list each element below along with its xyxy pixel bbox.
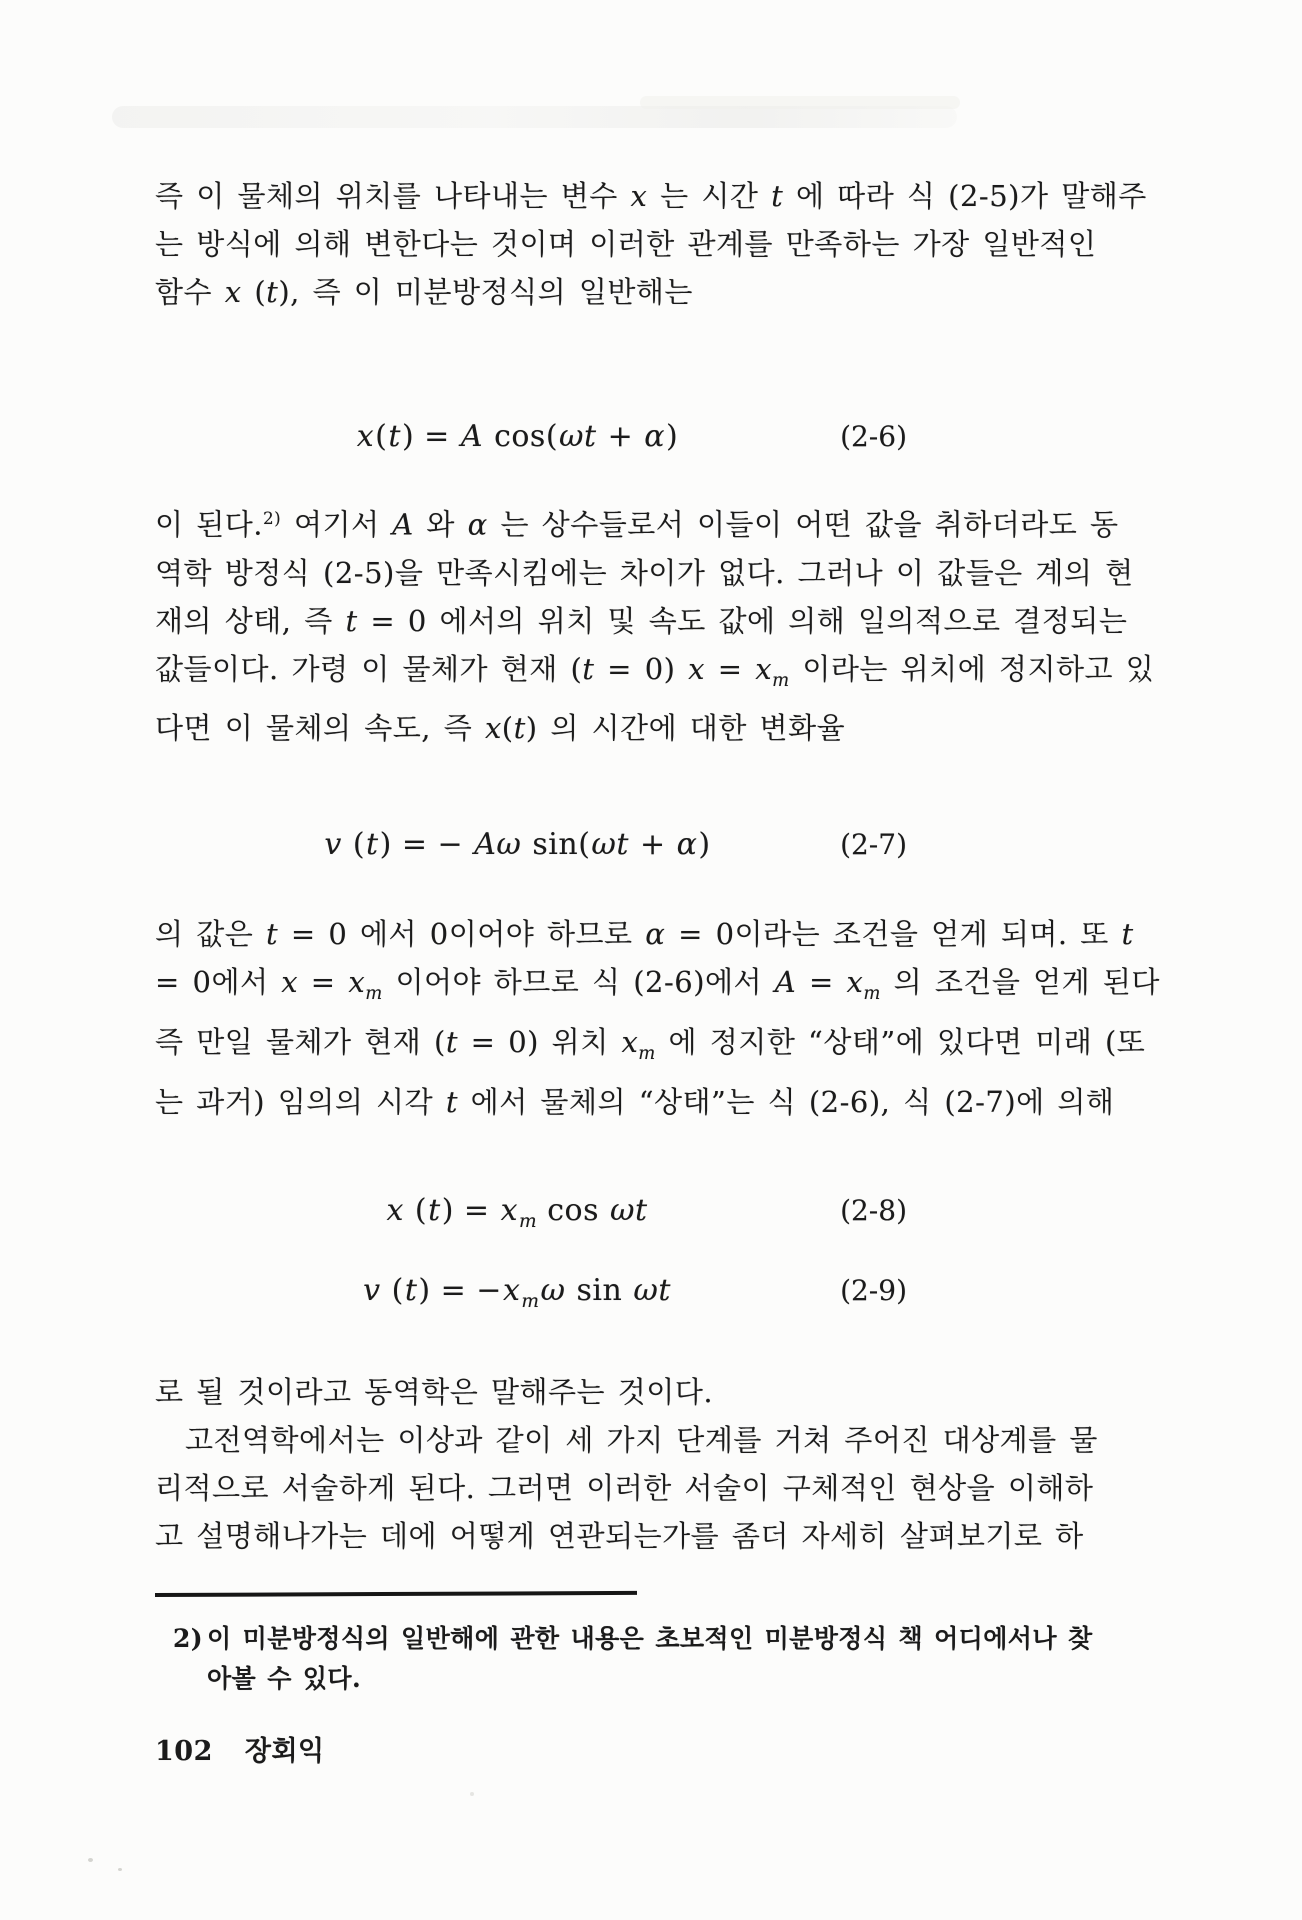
page-footer [155,1729,935,1768]
scan-speck [470,1792,474,1796]
footnote-marker: 2) [173,1624,204,1654]
paragraph-1 [155,172,1147,316]
scan-speck [118,1868,122,1871]
text-line: 재의 상태, 즉 t = 0 에서의 위치 및 속도 값에 의해 일의적으로 결정되는 [155,603,1128,638]
footnote-line: 아볼 수 있다. [207,1664,362,1694]
text-line: 즉 이 물체의 위치를 나타내는 변수 x 는 시간 t 에 따라 식 (2-5)가 말해주 [155,179,1147,213]
scan-speck [88,1858,93,1862]
page-body [155,172,1160,1768]
text-line: 는 과거) 임의의 시각 t 에서 물체의 “상태”는 식 (2-6), 식 (2-7)에 의해 [155,1085,1115,1120]
footnote-text [207,1619,1093,1699]
text-line: 로 될 것이라고 동역학은 말해주는 것이다. [155,1375,714,1410]
text-line: 리적으로 서술하게 된다. 그러면 이러한 서술이 구체적인 현상을 이해하 [155,1471,1094,1506]
text-line: 즉 만일 물체가 현재 (t = 0) 위치 $x_m$ 에 정지한 “상태”에 있다면 미래 (또 [155,1025,1146,1065]
equation-number: (2-9) [840,1274,907,1308]
scan-smudge [112,106,957,128]
formula: v (t) = − Aω sin(ωt + α) [324,827,711,863]
text-line: = 0에서 $x = x_m$ 이어야 하므로 식 (2-6)에서 $A = x_m$ 의 조건을 얻게 된다 [155,965,1160,1005]
equation-2-8 [155,1186,935,1236]
equation-2-9 [155,1266,935,1316]
text-line: 다면 이 물체의 속도, 즉 x(t) 의 시간에 대한 변화율 [155,711,846,746]
text-line: 는 방식에 의해 변한다는 것이며 이러한 관계를 만족하는 가장 일반적인 [155,227,1097,261]
footnote [173,1619,1093,1699]
text-line: 고 설명해나가는 데에 어떻게 연관되는가를 좀더 자세히 살펴보기로 하 [155,1519,1084,1554]
equation-number: (2-7) [840,828,907,862]
text-line: 의 값은 t = 0 에서 0이어야 하므로 α = 0이라는 조건을 얻게 되며. 또 t [155,917,1134,952]
text-line: 고전역학에서는 이상과 같이 세 가지 단계를 거쳐 주어진 대상계를 물 [185,1423,1098,1458]
paragraph-3 [155,910,1160,1126]
footnote-line: 이 미분방정식의 일반해에 관한 내용은 초보적인 미분방정식 책 어디에서나 찾 [207,1624,1093,1654]
page-number: 102 [155,1736,213,1768]
text-blocks [155,172,1160,1560]
formula: v $(t) = -x_m\omega$ sin ωt [363,1273,671,1313]
scan-smudge [640,96,960,109]
formula: x(t) = A cos(ωt + α) [356,419,679,454]
equation-number: (2-6) [840,420,907,453]
paragraph-2 [155,494,1155,752]
formula: x $(t) = x_m$ cos ωt [386,1193,648,1233]
text-line: 역학 방정식 (2-5)을 만족시킴에는 차이가 없다. 그러나 이 값들은 계의 현 [155,555,1134,590]
equation-2-7 [155,820,935,870]
equation-number: (2-8) [840,1194,907,1228]
author-name: 장회익 [244,1736,325,1768]
text-line: 함수 x (t), 즉 이 미분방정식의 일반해는 [155,275,693,309]
paragraph-4 [155,1368,1098,1560]
text-line: 이 된다.$^{2)}$ 여기서 A 와 α 는 상수들로서 이들이 어떤 값을 취하더라도 동 [155,507,1119,542]
text-line: 값들이다. 가령 이 물체가 현재 (t = 0) $x = x_m$ 이라는 위치에 정지하고 있 [155,651,1155,691]
equation-2-6 [155,412,935,462]
footnote-divider [155,1591,637,1597]
